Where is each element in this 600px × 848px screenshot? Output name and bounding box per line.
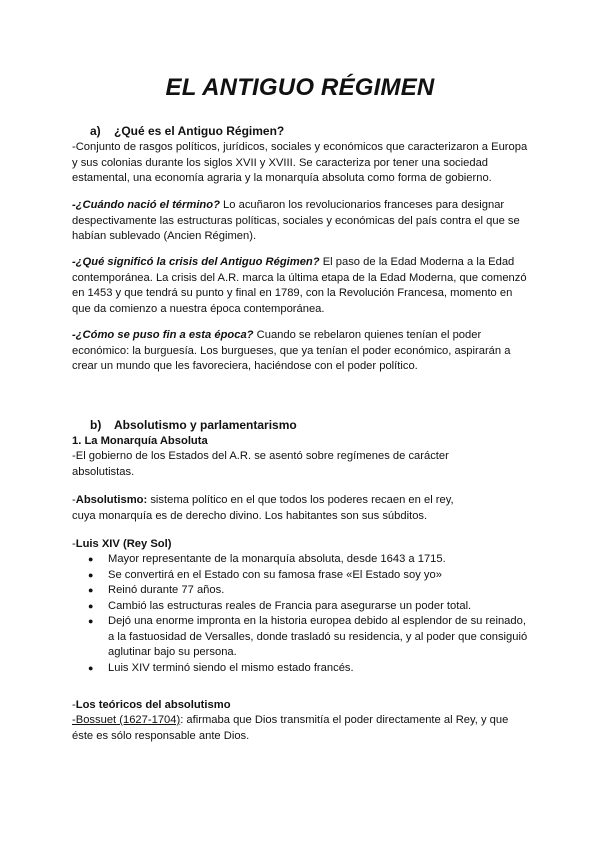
absolutismo-text: sistema político en el que todos los poderes recaen en el rey, cuya monarquía es de derecho divino. Los habitantes son sus súbditos. (72, 494, 454, 522)
list-item: ● Mayor representante de la monarquía absoluta, desde 1643 a 1715. (72, 552, 532, 568)
section-b-title: Absolutismo y parlamentarismo (114, 418, 297, 432)
question-label: -¿Cuándo nació el término? (72, 199, 220, 211)
list-item: ● Se convertirá en el Estado con su famosa frase «El Estado soy yo» (72, 568, 532, 584)
answer-text: El paso de la Edad Moderna a la Edad contemporánea. La crisis del A.R. marca la última etapa de la Edad Moderna, que comenzó en 1453 y que tendrá su punto y final en 1789, con la Revolución Francesa, momento en que da comienzo a nuestra época contemporánea. (72, 256, 527, 315)
bossuet-text: : afirmaba que Dios transmitía el poder directamente al Rey, y que éste es sólo responsable ante Dios. (72, 714, 509, 742)
section-a-heading (72, 124, 532, 140)
section-b-marker: b) (90, 418, 102, 432)
list-item: ● Dejó una enorme impronta en la historia europea debido al esplendor de su reinado, a la fastuosidad de Versalles, donde trasladó su residencia, y al poder que consiguió aglutinar bajo su persona. (72, 614, 532, 661)
subheading-monarquia (72, 434, 532, 450)
section-a-marker: a) (90, 124, 101, 138)
dash: - (72, 494, 76, 506)
bossuet-label: -Bossuet (1627-1704) (72, 714, 181, 726)
question-crisis (72, 255, 532, 317)
absolutismo-definition (72, 493, 462, 524)
luis-xiv-title: Luis XIV (Rey Sol) (75, 538, 172, 550)
list-item: ● Cambió las estructuras reales de Francia para asegurarse un poder total. (72, 599, 532, 615)
intro-paragraph: -Conjunto de rasgos políticos, jurídicos, sociales y económicos que caracterizaron a Europa y sus colonias durante los siglos XVII y XVIII. Se caracteriza por tener una sociedad estamental, una economía agraria y la monarquía absoluta como forma de gobierno. (72, 141, 528, 184)
luis-xiv-heading (72, 537, 532, 553)
answer-text: Lo acuñaron los revolucionarios franceses para designar despectivamente las estructuras políticas, sociales y económicas del país contra el que se habían sublevado (Ancien Régimen). (72, 199, 520, 242)
list-item: ● Reinó durante 77 años. (72, 583, 532, 599)
section-b-heading (72, 418, 532, 434)
teoricos-heading (72, 698, 532, 714)
list-item: ● Luis XIV terminó siendo el mismo estado francés. (72, 661, 532, 677)
section-a-intro (72, 140, 532, 187)
bossuet-paragraph (72, 713, 532, 744)
question-when-term (72, 198, 532, 245)
dash: - (72, 538, 76, 550)
question-end (72, 328, 532, 375)
page-title: EL ANTIGUO RÉGIMEN (165, 74, 435, 101)
luis-xiv-list (72, 552, 532, 676)
monarquia-paragraph (72, 449, 472, 480)
teoricos-title: Los teóricos del absolutismo (75, 699, 231, 711)
absolutismo-label: Absolutismo: (75, 494, 148, 506)
answer-text: Cuando se rebelaron quienes tenían el poder económico: la burguesía. Los burgueses, que ya tenían el poder económico, aspirarán a crear un mundo que les favoreciera, haciéndose con el poder político. (72, 329, 511, 372)
question-label: -¿Cómo se puso fin a esta época? (72, 329, 254, 341)
section-a-title: ¿Qué es el Antiguo Régimen? (114, 124, 285, 138)
question-label: -¿Qué significó la crisis del Antiguo Régimen? (72, 256, 320, 268)
monarquia-text: -El gobierno de los Estados del A.R. se asentó sobre regímenes de carácter absolutistas. (72, 450, 449, 478)
subheading-text: 1. La Monarquía Absoluta (72, 435, 208, 447)
dash: - (72, 699, 76, 711)
